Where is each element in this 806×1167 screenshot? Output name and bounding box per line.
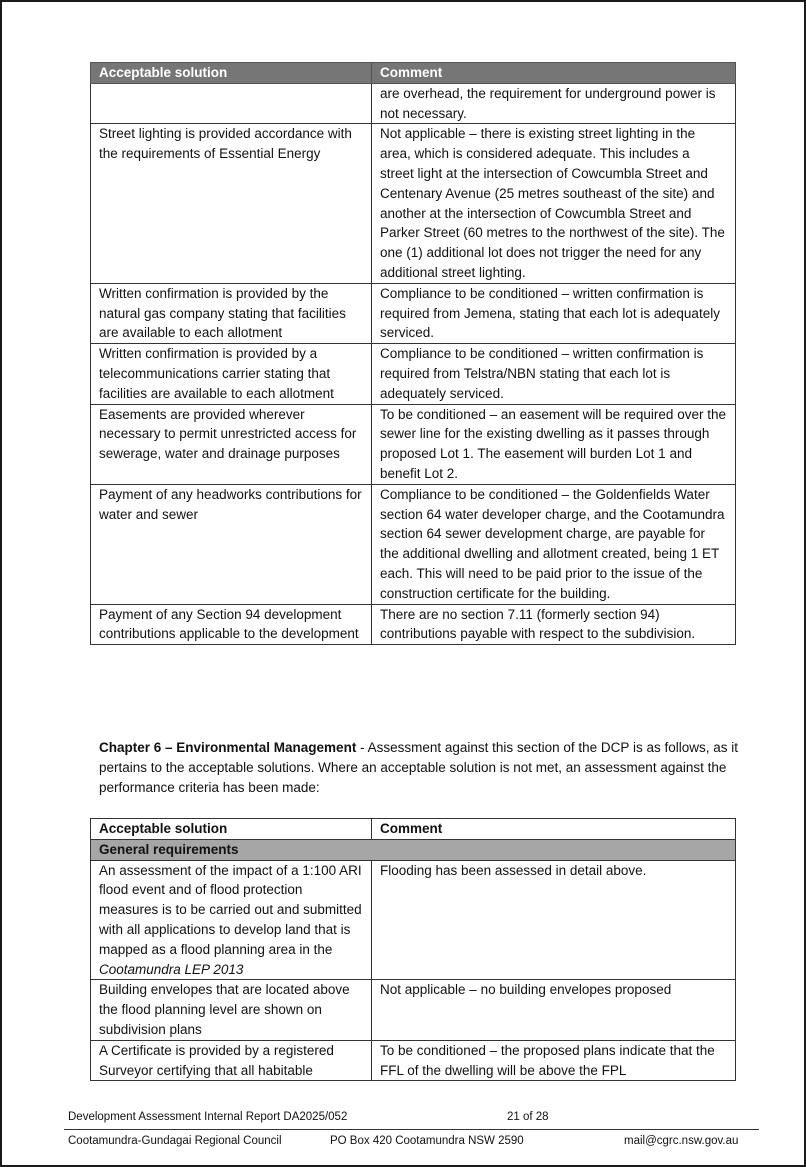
comment-cell: To be conditioned – the proposed plans indicate that the FFL of the dwelling will be above the FPL <box>372 1040 736 1081</box>
lep-reference: Cootamundra LEP 2013 <box>99 961 244 977</box>
section-row <box>91 839 736 860</box>
comment-cell: Compliance to be conditioned – written confirmation is required from Telstra/NBN stating that each lot is adequately serviced. <box>372 344 736 404</box>
section-heading: General requirements <box>91 839 736 860</box>
comment-cell: Not applicable – there is existing street lighting in the area, which is considered adequate. This includes a street light at the intersection of Cowcumbla Street and Centenary Avenue (25 metres southeast of the site) and another at the intersection of Cowcumbla Street and Parker Street (60 metres to the northwest of the site). The one (1) additional lot does not trigger the need for any additional street lighting. <box>372 124 736 283</box>
comment-cell: are overhead, the requirement for underground power is not necessary. <box>372 83 736 124</box>
solution-cell: Written confirmation is provided by the natural gas company stating that facilities are available to each allotment <box>91 283 372 343</box>
solution-cell: Payment of any headworks contributions for water and sewer <box>91 484 372 604</box>
chapter-intro-text: - Assessment against this section of the DCP is as follows, as it pertains to the acceptable solutions. Where an acceptable solution is not met, an assessment against the performance criteria has been made: <box>99 740 738 795</box>
footer-council-name: Cootamundra-Gundagai Regional Council <box>68 1135 282 1147</box>
table-row <box>91 604 736 645</box>
header-acceptable-solution: Acceptable solution <box>91 819 372 840</box>
footer-divider <box>64 1129 759 1130</box>
solution-cell: Written confirmation is provided by a telecommunications carrier stating that facilities are available to each allotment <box>91 344 372 404</box>
comment-cell: Compliance to be conditioned – written confirmation is required from Jemena, stating that each lot is adequately serviced. <box>372 283 736 343</box>
footer-page-number: 21 of 28 <box>507 1111 549 1123</box>
header-comment: Comment <box>372 819 736 840</box>
footer-email: mail@cgrc.nsw.gov.au <box>624 1135 739 1147</box>
solution-cell: Street lighting is provided accordance with the requirements of Essential Energy <box>91 124 372 283</box>
comment-cell: To be conditioned – an easement will be required over the sewer line for the existing dwelling as it passes through proposed Lot 1. The easement will burden Lot 1 and benefit Lot 2. <box>372 404 736 484</box>
header-comment: Comment <box>372 63 736 84</box>
table-row <box>91 980 736 1040</box>
table-row <box>91 124 736 283</box>
chapter-heading: Chapter 6 – Environmental Management <box>99 740 357 755</box>
table-header-row <box>91 63 736 84</box>
table-row <box>91 344 736 404</box>
environmental-table <box>90 818 736 1081</box>
table-row <box>91 1040 736 1081</box>
solution-cell <box>91 604 372 645</box>
header-acceptable-solution: Acceptable solution <box>91 63 372 84</box>
solution-cell: A Certificate is provided by a registered Surveyor certifying that all habitable <box>91 1040 372 1081</box>
services-table <box>90 62 736 645</box>
table-row <box>91 83 736 124</box>
solution-text: An assessment of the impact of a 1:100 ARI flood event and of flood protection measures is to be carried out and submitted with all applications to develop land that is mapped as a flood planning area in the <box>99 862 362 957</box>
solution-line-1: Payment of any Section 94 development <box>99 606 342 622</box>
solution-cell: Building envelopes that are located above the flood planning level are shown on subdivision plans <box>91 980 372 1040</box>
table-row <box>91 860 736 980</box>
comment-cell: Compliance to be conditioned – the Goldenfields Water section 64 water developer charge, and the Cootamundra section 64 sewer development charge, are payable for the additional dwelling and allotment created, being 1 ET each. This will need to be paid prior to the issue of the construction certificate for the building. <box>372 484 736 604</box>
table-row <box>91 404 736 484</box>
solution-cell: Easements are provided wherever necessary to permit unrestricted access for sewerage, water and drainage purposes <box>91 404 372 484</box>
table-row <box>91 283 736 343</box>
comment-cell: Not applicable – no building envelopes proposed <box>372 980 736 1040</box>
footer-address: PO Box 420 Cootamundra NSW 2590 <box>330 1135 524 1147</box>
comment-cell: Flooding has been assessed in detail above. <box>372 860 736 980</box>
solution-cell <box>91 83 372 124</box>
footer-report-id: Development Assessment Internal Report DA2025/052 <box>68 1111 348 1123</box>
table-row <box>91 484 736 604</box>
table-header-row <box>91 819 736 840</box>
comment-cell: There are no section 7.11 (formerly section 94) contributions payable with respect to the subdivision. <box>372 604 736 645</box>
solution-line-2: contributions applicable to the development <box>99 626 359 642</box>
solution-cell <box>91 860 372 980</box>
chapter-6-paragraph <box>99 738 739 798</box>
